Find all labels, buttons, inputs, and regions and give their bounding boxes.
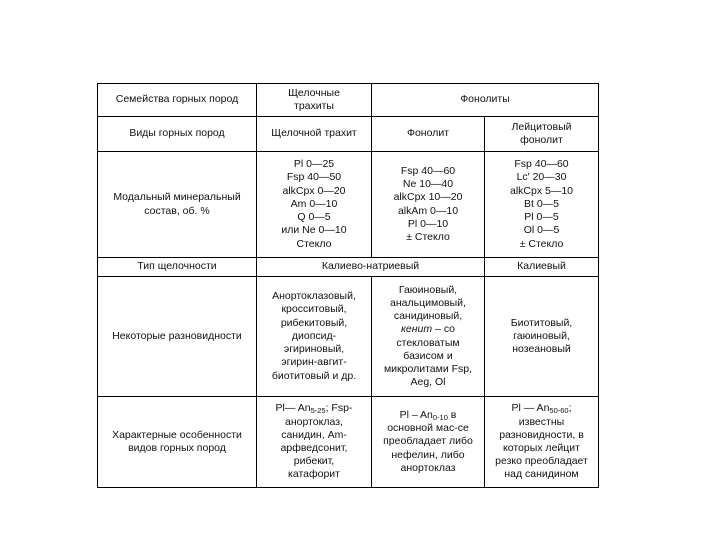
features-first-line [261, 402, 367, 415]
features-rest [261, 416, 367, 482]
cell-line: базисом и [403, 349, 453, 362]
row-modal-composition [98, 152, 599, 258]
cell-line: ± Стекло [519, 237, 564, 250]
modal-leucite-phonolite [485, 152, 599, 258]
features-rest [376, 422, 480, 475]
cell-line: эгирин-авгит- [281, 356, 347, 369]
cell-line: рибекитовый, [280, 316, 348, 329]
varieties-phonolite-pre [376, 284, 480, 324]
first-post: ; [568, 402, 572, 415]
families-label: Семейства горных пород [98, 84, 257, 117]
cell-line: санидин, Am- [281, 428, 347, 441]
alkalinity-k-na: Калиево-натриевый [257, 258, 485, 277]
cell-line: Гаюиновый, [398, 283, 458, 296]
features-phonolite [372, 397, 485, 488]
cell-line: санидиновый, [393, 310, 463, 323]
cell-line: преобладает либо [383, 435, 473, 448]
cell-line: которых лейцит [503, 442, 580, 454]
cell-line: Am 0—10 [290, 197, 338, 210]
modal-composition-text: Модальный минеральный состав, об. % [113, 191, 241, 217]
cell-line: биотитовый и др. [271, 369, 357, 382]
features-label [98, 397, 257, 488]
modal-phonolite [372, 152, 485, 258]
features-leucite-phonolite [485, 397, 599, 488]
cell-line: Fsp 40—60 [400, 164, 456, 177]
varieties-phonolite-post [376, 337, 480, 390]
cell-line: катафорит [288, 468, 340, 481]
row-varieties [98, 277, 599, 397]
cell-line: Анортоклазовый, [272, 290, 356, 303]
cell-line: эгириновый, [283, 343, 345, 356]
cell-line: Биотитовый, [510, 316, 573, 329]
modal-alkali-trachyte [257, 152, 372, 258]
cell-line: диопсид- [291, 329, 337, 342]
cell-line: известны [518, 415, 565, 428]
kenite-term: кенит [400, 323, 433, 336]
cell-line: над санидином [504, 468, 579, 481]
varieties-label: Некоторые разновидности [98, 277, 257, 397]
cell-line: Ol 0—5 [523, 224, 560, 237]
features-alkali-trachyte [257, 397, 372, 488]
row-features [98, 397, 599, 488]
first-post: ; Fsp- [325, 402, 353, 415]
rock-classification-table [97, 83, 599, 488]
cell-line: alkCpx 10—20 [393, 191, 463, 204]
cell-line: alkAm 0—10 [397, 204, 459, 217]
an-subscript: 50-60 [549, 406, 569, 416]
alkali-trachytes-header [257, 84, 372, 117]
cell-line: Aeg, Ol [410, 376, 446, 389]
cell-line: анортоклаз [400, 461, 456, 474]
row-alkalinity [98, 258, 599, 277]
cell-line: Q 0—5 [297, 211, 331, 224]
cell-line: рибекит, [293, 455, 335, 468]
cell-line: разновидности, в [499, 428, 584, 441]
modal-composition-label [98, 152, 257, 258]
cell-line: alkCpx 5—10 [509, 184, 574, 197]
cell-line: Pl 0—10 [407, 217, 449, 230]
features-first-line [489, 402, 594, 415]
row-families [98, 84, 599, 117]
varieties-phonolite [372, 277, 485, 397]
features-text: Характерные особенности видов горных пород [112, 428, 242, 454]
cell-line: Стекло [296, 237, 332, 250]
phonolites-header: Фонолиты [372, 84, 599, 117]
leucite-phonolite-cell [485, 117, 599, 152]
cell-line: стекловатым [396, 336, 460, 349]
phonolite-cell: Фонолит [372, 117, 485, 152]
alkalinity-label: Тип щелочности [98, 258, 257, 277]
cell-line: ± Стекло [406, 230, 450, 243]
alkali-trachytes-text: Щелочные трахиты [288, 86, 340, 112]
cell-line: Pl 0—25 [293, 158, 335, 171]
cell-line: гаюиновый, [513, 329, 570, 342]
an-subscript: 0-10 [432, 412, 448, 422]
first-pre: Pl – An [399, 408, 433, 421]
features-rest [489, 416, 594, 482]
row-rock-types [98, 117, 599, 152]
kenite-line [376, 323, 480, 336]
an-subscript: 5-25 [310, 406, 326, 416]
cell-line: Bt 0—5 [523, 197, 560, 210]
alkali-trachyte-cell: Щелочной трахит [257, 117, 372, 152]
cell-line: Lc' 20—30 [516, 171, 567, 184]
varieties-leucite-phonolite [485, 277, 599, 397]
cell-line: анортоклаз, [285, 415, 343, 428]
rock-types-label: Виды горных пород [98, 117, 257, 152]
first-pre: Pl — An [511, 402, 550, 415]
cell-line: анальцимовый, [390, 296, 466, 309]
kenite-suffix: – со [432, 323, 456, 336]
cell-line: кросситовый, [281, 303, 347, 316]
alkalinity-k: Калиевый [485, 258, 599, 277]
varieties-alkali-trachyte [257, 277, 372, 397]
cell-line: alkCpx 0—20 [282, 184, 346, 197]
features-first-line [376, 409, 480, 422]
cell-line: Ne 10—40 [402, 178, 454, 191]
cell-line: основной мас-се [387, 422, 469, 435]
first-pre: Pl— An [275, 402, 311, 415]
cell-line: Fsp 40—60 [514, 158, 569, 171]
cell-line: или Ne 0—10 [281, 224, 347, 237]
cell-line: нозеановый [512, 343, 571, 356]
cell-line: резко преобладает [495, 455, 588, 468]
leucite-phonolite-text: Лейцитовый фонолит [511, 120, 572, 146]
cell-line: нефелин, либо [391, 448, 465, 461]
cell-line: арфведсонит, [280, 442, 348, 454]
cell-line: Fsp 40—50 [286, 171, 342, 184]
cell-line: микролитами Fsp, [383, 362, 473, 375]
cell-line: Pl 0—5 [524, 211, 559, 224]
first-post: в [447, 408, 457, 421]
